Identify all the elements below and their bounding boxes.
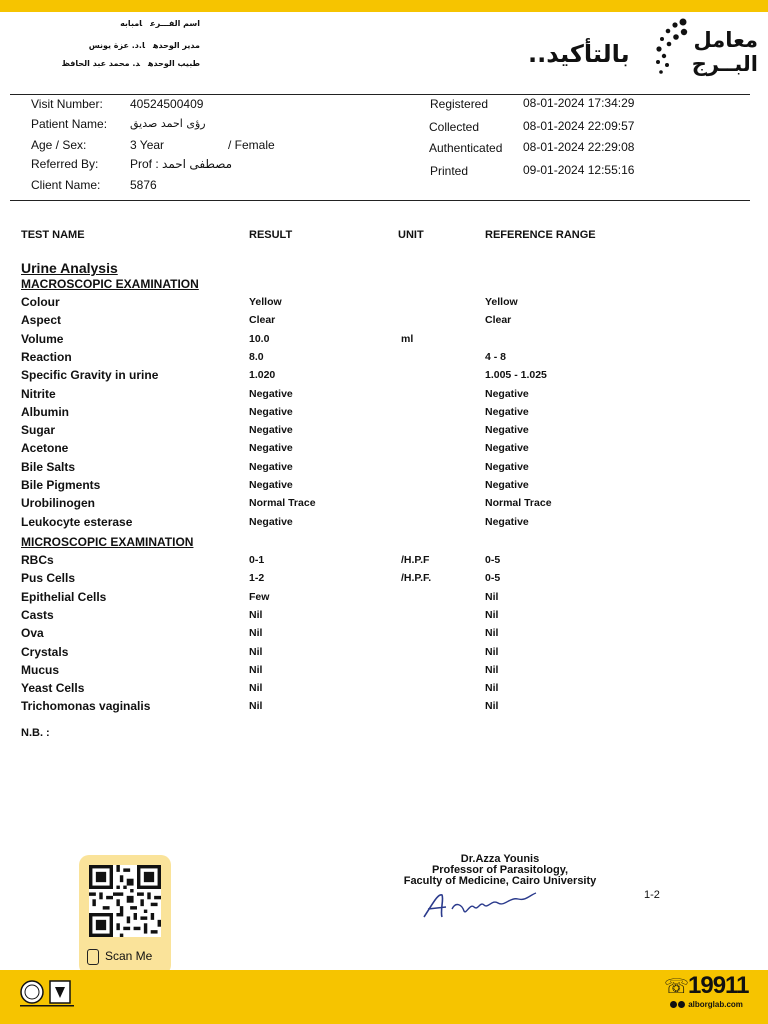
test-result: Clear [249, 314, 276, 327]
report-title: Urine Analysis [21, 260, 118, 276]
test-result: Nil [249, 627, 263, 640]
test-name: Sugar [21, 423, 56, 438]
hotline-text: 19911 [688, 972, 749, 999]
branch-value: امبابه [120, 19, 143, 28]
lab-logo-text [688, 28, 758, 76]
result-row [0, 313, 768, 331]
test-result: Yellow [249, 296, 282, 308]
scan-me-text: Scan Me [105, 949, 153, 964]
reference-range: Negative [485, 387, 529, 400]
handwritten-signature [418, 885, 543, 925]
reference-range: Nil [485, 590, 499, 603]
reference-range: 0-5 [485, 554, 501, 566]
result-row [0, 681, 768, 699]
result-row [0, 441, 768, 459]
result-row [0, 496, 768, 514]
test-name: Volume [21, 331, 64, 346]
test-name: RBCs [21, 553, 54, 567]
scan-me-label[interactable] [87, 949, 152, 965]
test-unit: /H.P.F. [401, 572, 432, 585]
unit-director-label: مدير الوحده [152, 41, 200, 50]
phone-icon: ☏ [664, 976, 689, 998]
printed-label: Printed [430, 164, 469, 178]
result-row [0, 478, 768, 496]
top-brand-bar [0, 0, 768, 12]
website-link[interactable] [670, 1000, 743, 1009]
result-row [0, 553, 768, 571]
qr-code-icon [89, 865, 161, 937]
hotline-number[interactable] [664, 972, 748, 1000]
test-result: Normal Trace [249, 497, 316, 510]
result-row [0, 626, 768, 644]
test-result: Negative [249, 424, 293, 437]
reference-range: Negative [485, 405, 529, 418]
result-row [0, 699, 768, 717]
client-name-label: Client Name: [31, 178, 101, 192]
age-sex-label: Age / Sex: [31, 138, 87, 152]
authenticated-value: 08-01-2024 22:29:08 [523, 140, 635, 154]
test-name: Mucus [21, 662, 60, 677]
result-row [0, 405, 768, 423]
reference-range: Nil [485, 663, 499, 676]
page-number: 1-2 [644, 889, 660, 901]
reference-range: 4 - 8 [485, 350, 507, 363]
sex-value: / Female [228, 138, 275, 152]
qr-scan-panel[interactable] [79, 855, 171, 975]
col-reference-range: REFERENCE RANGE [485, 229, 596, 241]
client-name-value: 5876 [130, 178, 157, 192]
reference-range: Nil [485, 645, 499, 658]
test-name: Specific Gravity in urine [21, 368, 159, 383]
reference-range: 1.005 - 1.025 [485, 369, 547, 382]
result-row [0, 590, 768, 608]
test-result: 0-1 [249, 554, 265, 566]
reference-range: Nil [485, 608, 499, 621]
result-row [0, 515, 768, 533]
test-result: Negative [249, 515, 293, 528]
unit-doctor-value: د. محمد عبد الحافظ [61, 59, 140, 68]
social-icon [670, 1001, 677, 1008]
social-icon [678, 1001, 685, 1008]
test-result: 1-2 [249, 572, 265, 585]
test-name: Reaction [21, 349, 72, 364]
result-row [0, 608, 768, 626]
test-result: Nil [249, 663, 263, 676]
test-unit: ml [401, 332, 414, 345]
result-row [0, 350, 768, 368]
reference-range: Yellow [485, 296, 518, 308]
microscopic-title: MICROSCOPIC EXAMINATION [21, 535, 194, 549]
test-name: Pus Cells [21, 571, 76, 586]
test-result: Negative [249, 442, 293, 455]
age-value: 3 Year [130, 138, 165, 152]
patient-name-value: رؤى احمد صديق [130, 117, 206, 130]
test-name: Trichomonas vaginalis [21, 699, 151, 714]
result-row [0, 663, 768, 681]
reference-range: Negative [485, 515, 529, 528]
authenticated-label: Authenticated [429, 141, 503, 155]
reference-range: Normal Trace [485, 497, 552, 510]
reference-range: Nil [485, 700, 499, 713]
test-name: Colour [21, 295, 60, 309]
test-result: Few [249, 590, 270, 603]
test-result: 8.0 [249, 350, 264, 363]
test-result: Nil [249, 700, 263, 713]
test-name: Nitrite [21, 386, 56, 401]
col-unit: UNIT [398, 229, 424, 241]
branch-line [80, 19, 200, 28]
collected-label: Collected [429, 120, 480, 134]
referred-by-value: Prof : مصطفى احمد [130, 157, 233, 171]
visit-number-label: Visit Number: [31, 97, 103, 111]
slogan: بالتأكيد.. [528, 40, 630, 68]
reference-range: 0-5 [485, 572, 501, 585]
result-row [0, 571, 768, 589]
result-row [0, 423, 768, 441]
reference-range: Negative [485, 460, 529, 473]
logo-line-2: البــرج [691, 52, 758, 76]
macroscopic-title: MACROSCOPIC EXAMINATION [21, 277, 199, 291]
test-result: Negative [249, 405, 293, 418]
branch-label: اسم الفـــرع [150, 19, 200, 28]
visit-number-value: 40524500409 [130, 97, 204, 111]
accreditation-badges-icon [18, 978, 76, 1008]
test-name: Albumin [21, 404, 69, 419]
test-name: Leukocyte esterase [21, 514, 133, 529]
divider-top [10, 94, 750, 95]
collected-value: 08-01-2024 22:09:57 [523, 119, 635, 133]
lab-logo-icon [655, 17, 689, 83]
test-name: Yeast Cells [21, 681, 85, 696]
col-result: RESULT [249, 229, 293, 241]
printed-value: 09-01-2024 12:55:16 [523, 163, 635, 177]
phone-icon [87, 949, 99, 965]
test-name: Urobilinogen [21, 496, 95, 511]
signer-affiliation: Faculty of Medicine, Cairo University [403, 875, 597, 887]
unit-director-value: ا.د. عزة يونس [88, 41, 145, 50]
test-name: Aspect [21, 313, 62, 328]
signer-name: Dr.Azza Younis [460, 853, 540, 865]
result-row [0, 332, 768, 350]
patient-name-label: Patient Name: [31, 117, 108, 131]
registered-value: 08-01-2024 17:34:29 [523, 96, 635, 110]
col-test-name: TEST NAME [21, 229, 85, 241]
notes-label: N.B. : [21, 727, 50, 739]
test-result: 1.020 [249, 369, 276, 382]
test-result: Nil [249, 682, 263, 695]
test-name: Acetone [21, 441, 69, 456]
unit-doctor-label: طبيب الوحده [147, 59, 200, 68]
test-result: Nil [249, 608, 263, 621]
test-result: Negative [249, 460, 293, 473]
divider-bottom [10, 200, 750, 201]
reference-range: Nil [485, 682, 499, 695]
result-row [0, 368, 768, 386]
referred-by-label: Referred By: [31, 157, 99, 171]
test-name: Epithelial Cells [21, 589, 107, 604]
test-name: Bile Pigments [21, 478, 101, 492]
reference-range: Negative [485, 442, 529, 455]
logo-line-1: معامل [693, 28, 758, 52]
unit-director-line [60, 41, 200, 50]
test-unit: /H.P.F [401, 554, 430, 566]
reference-range: Negative [485, 424, 529, 437]
test-result: Negative [249, 479, 293, 491]
result-row [0, 460, 768, 478]
result-row [0, 645, 768, 663]
unit-doctor-line [40, 59, 200, 68]
signer-title: Professor of Parasitology, [431, 864, 569, 876]
result-row [0, 387, 768, 405]
reference-range: Negative [485, 479, 529, 491]
test-result: Nil [249, 645, 263, 658]
test-result: 10.0 [249, 332, 270, 345]
test-name: Casts [21, 607, 54, 622]
bottom-brand-bar [0, 970, 768, 1024]
website-text: alborglab.com [688, 1000, 743, 1009]
reference-range: Nil [485, 627, 499, 640]
test-name: Bile Salts [21, 459, 76, 474]
test-name: Crystals [21, 644, 69, 659]
result-row [0, 295, 768, 313]
test-name: Ova [21, 626, 44, 641]
test-result: Negative [249, 387, 293, 400]
reference-range: Clear [485, 314, 512, 327]
registered-label: Registered [430, 97, 489, 111]
qr-code[interactable] [89, 865, 161, 937]
